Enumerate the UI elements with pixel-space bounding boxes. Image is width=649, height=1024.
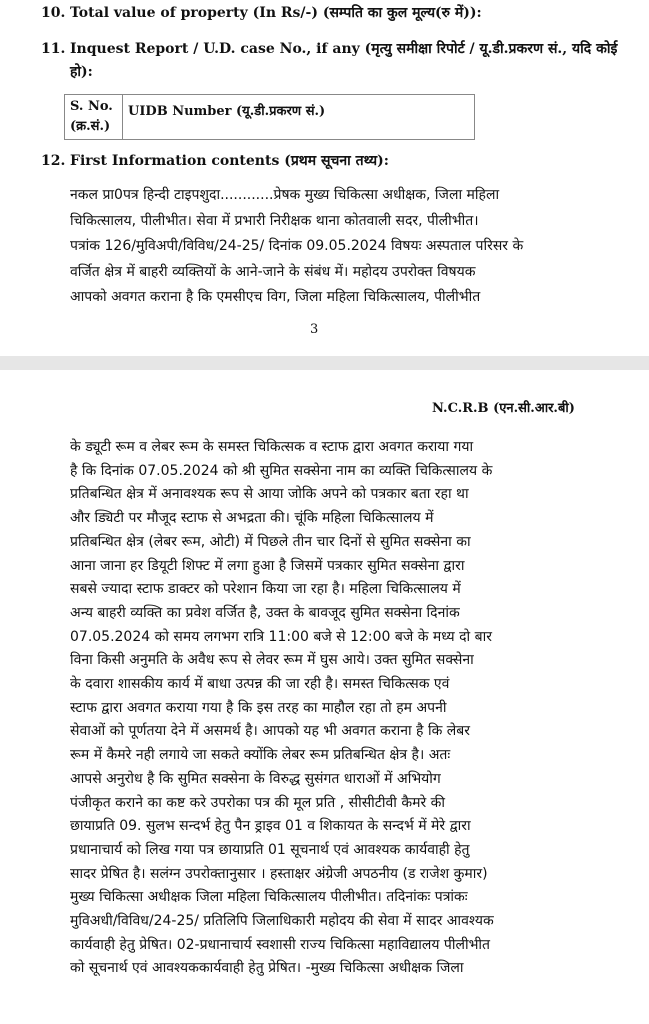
text-line: 07.05.2024 को समय लगभग रात्रि 11:00 बजे से 12:00 बजे के मध्य दो बार <box>70 628 492 645</box>
text-line: प्रधानाचार्य को लिख गया पत्र छायाप्रति 01 सूचनार्थ एवं आवश्यक कार्यवाही हेतु <box>70 841 470 858</box>
text-line: के दवारा शासकीय कार्य में बाधा उत्पन्न की जा रही है। समस्त चिकित्सक एवं <box>70 676 450 693</box>
uidb-sno-header: S. No. (क्र.सं.) <box>65 95 123 139</box>
uidb-table <box>64 94 475 140</box>
uidb-number-header: UIDB Number (यू.डी.प्रकरण सं.) <box>128 104 326 119</box>
text-line: कार्यवाही हेतु प्रेषित। 02-प्रधानाचार्य स्वशासी राज्य चिकित्सा महाविद्यालय पीलीभीत <box>70 936 491 953</box>
text-line: अन्य बाहरी व्यक्ति का प्रवेश वर्जित है, उक्त के बावजूद सुमित सक्सेना दिनांक <box>70 604 460 621</box>
text-line: वर्जित क्षेत्र में बाहरी व्यक्तियों के आने-जाने के संबंध में। महोदय उपरोक्त विषयक <box>70 263 476 280</box>
section-12-number: 12. <box>41 153 66 169</box>
text-line: नकल प्रा0पत्र हिन्दी टाइपशुदा............प्रेषक मुख्य चिकित्सा अधीक्षक, जिला महिला <box>70 187 500 203</box>
text-line: पंजीकृत कराने का कष्ट करे उपरोका पत्र की मूल प्रति , सीसीटीवी कैमरे की <box>70 794 446 811</box>
text-line: मुविअधी/विविध/24-25/ प्रतिलिपि जिलाधिकारी महोदय की सेवा में सादर आवश्यक <box>70 913 494 930</box>
text-line: मुख्य चिकित्सा अधीक्षक जिला महिला चिकित्सालय पीलीभीत। तदिनांकः पत्रांकः <box>70 889 468 906</box>
text-line: स्टाफ द्वारा अवगत कराया गया है कि इस तरह का माहौल रहा तो हम अपनी <box>70 699 447 716</box>
section-10-number: 10. <box>41 5 66 21</box>
text-line: प्रतिबन्धित क्षेत्र में अनावश्यक रूप से आया जोकि अपने को पत्रकार बता रहा था <box>70 486 469 503</box>
first-information-continued <box>70 436 635 981</box>
first-information-text <box>70 183 630 311</box>
text-line: सेवाओं को पूर्णतया देने में असमर्थ है। आपको यह भी अवगत कराना है कि लेबर <box>70 723 470 740</box>
section-11-title: Inquest Report / U.D. case No., if any (मृत्यु समीक्षा रिपोर्ट / यू.डी.प्रकरण सं., यदि कोई हो): <box>70 41 618 80</box>
text-line: रूम में कैमरे नही लगाये जा सकते क्योंकि लेबर रूम प्रतिबन्धित क्षेत्र है। अतः <box>70 747 451 764</box>
section-11-number: 11. <box>41 41 66 57</box>
page-separator <box>0 356 649 370</box>
text-line: के ड्यूटी रूम व लेबर रूम के समस्त चिकित्सक व स्टाफ द्वारा अवगत कराया गया <box>70 439 474 455</box>
page-number: 3 <box>310 322 319 337</box>
section-12-title: First Information contents (प्रथम सूचना तथ्य): <box>70 153 389 169</box>
section-10-title: Total value of property (In Rs/-) (सम्पति का कुल मूल्य(रु में)): <box>70 5 482 21</box>
text-line: है कि दिनांक 07.05.2024 को श्री सुमित सक्सेना नाम का व्यक्ति चिकित्सालय के <box>70 462 493 479</box>
text-line: आपको अवगत कराना है कि एमसीएच विग, जिला महिला चिकित्सालय, पीलीभीत <box>70 289 481 305</box>
text-line: को सूचनार्थ एवं आवश्यककार्यवाही हेतु प्रेषित। -मुख्य चिकित्सा अधीक्षक जिला <box>70 960 464 977</box>
text-line: छायाप्रति 09. सुलभ सन्दर्भ हेतु पैन ड्राइव 01 व शिकायत के सन्दर्भ में मेरे द्वारा <box>70 818 471 835</box>
text-line: आना जाना हर डियूटी शिफ्ट में लगा हुआ है जिसमें पत्रकार सुमित सक्सेना द्वारा <box>70 557 465 574</box>
ncrb-header: N.C.R.B (एन.सी.आर.बी) <box>432 401 575 416</box>
text-line: चिकित्सालय, पीलीभीत। सेवा में प्रभारी निरीक्षक थाना कोतवाली सदर, पीलीभीत। <box>70 212 479 229</box>
text-line: सादर प्रेषित है। सलंग्न उपरोक्तानुसार । हस्ताक्षर अंग्रेजी अपठनीय (ड राजेश कुमार) <box>70 865 488 882</box>
text-line: सबसे ज्यादा स्टाफ डाक्टर को परेशान किया जा रहा है। महिला चिकित्सालय में <box>70 581 461 598</box>
text-line: और ड्यिटी पर मौजूद स्टाफ से अभद्रता की। चूंकि महिला चिकित्सालय में <box>70 510 434 527</box>
text-line: आपसे अनुरोध है कि सुमित सक्सेना के विरुद्ध सुसंगत धाराओं में अभियोग <box>70 770 441 787</box>
text-line: प्रतिबन्धित क्षेत्र (लेबर रूम, ओटी) में पिछले तीन चार दिनों से सुमित सक्सेना का <box>70 533 471 550</box>
document-page-3 <box>0 0 649 356</box>
document-page-4 <box>0 370 649 1024</box>
text-line: पत्रांक 126/मुविअपी/विविध/24-25/ दिनांक 09.05.2024 विषयः अस्पताल परिसर के <box>70 238 524 254</box>
text-line: विना किसी अनुमति के अवैध रूप से लेवर रूम में घुस आये। उक्त सुमित सक्सेना <box>70 652 474 669</box>
